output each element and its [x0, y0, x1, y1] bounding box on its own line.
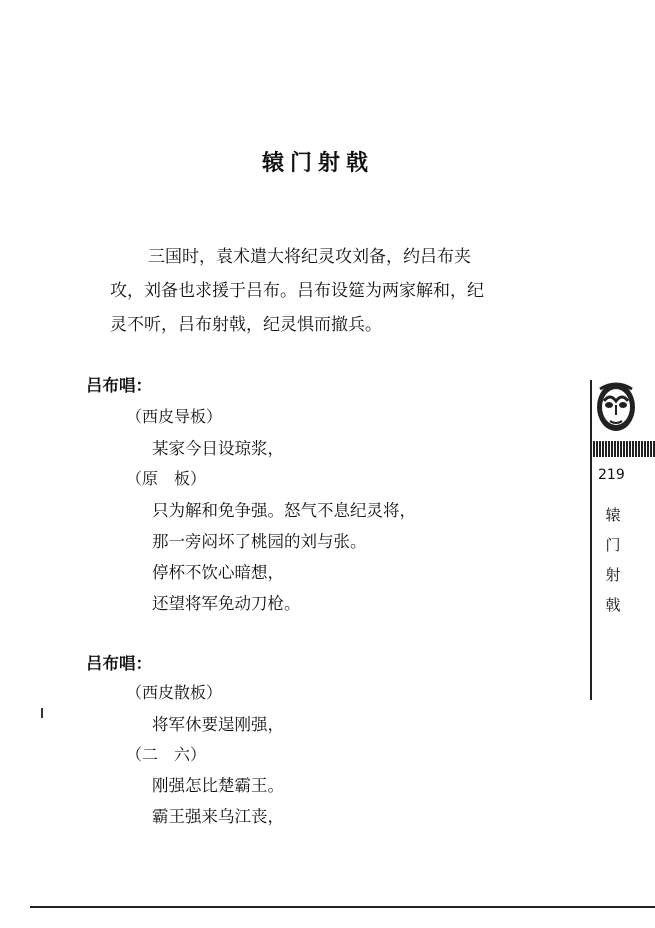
sidebar-title-char: 辕 [605, 506, 621, 524]
verse-line: 那一旁闷坏了桃园的刘与张。 [152, 532, 367, 551]
verse-line: 停杯不饮心暗想， [152, 563, 284, 582]
scan-mark [41, 708, 43, 718]
opera-mask-icon [594, 381, 638, 437]
sidebar-rule [590, 380, 592, 700]
intro-paragraph [110, 240, 550, 342]
verse-line: 刚强怎比楚霸王。 [152, 776, 284, 795]
verse-line: 某家今日设琼浆， [152, 439, 284, 458]
aria-mode: （二 六） [126, 745, 207, 764]
sidebar-title-char: 门 [605, 536, 621, 554]
singer-label: 吕布唱： [86, 654, 152, 673]
singer-label: 吕布唱： [86, 376, 152, 395]
sidebar-title-char: 戟 [605, 596, 621, 614]
aria-mode: （西皮导板） [126, 407, 223, 426]
aria-mode: （西皮散板） [126, 683, 223, 702]
verse-line: 将军休要逞刚强， [152, 715, 284, 734]
page-title: 辕门射戟 [262, 150, 375, 176]
intro-line: 灵不听，吕布射戟，纪灵惧而撤兵。 [110, 315, 382, 335]
sidebar-hatch-bar [590, 441, 655, 457]
bottom-rule [30, 906, 655, 908]
page-number: 219 [598, 467, 625, 483]
verse-line: 只为解和免争强。怒气不息纪灵将， [152, 501, 416, 520]
sidebar-title-char: 射 [605, 566, 621, 584]
aria-mode: （原 板） [126, 469, 207, 488]
sidebar-title [602, 500, 624, 620]
intro-line: 攻，刘备也求援于吕布。吕布设筵为两家解和，纪 [110, 281, 484, 301]
intro-line: 三国时，袁术遣大将纪灵攻刘备，约吕布夹 [148, 247, 471, 267]
verse-line: 还望将军免动刀枪。 [152, 594, 301, 613]
verse-line: 霸王强来乌江丧， [152, 807, 284, 826]
